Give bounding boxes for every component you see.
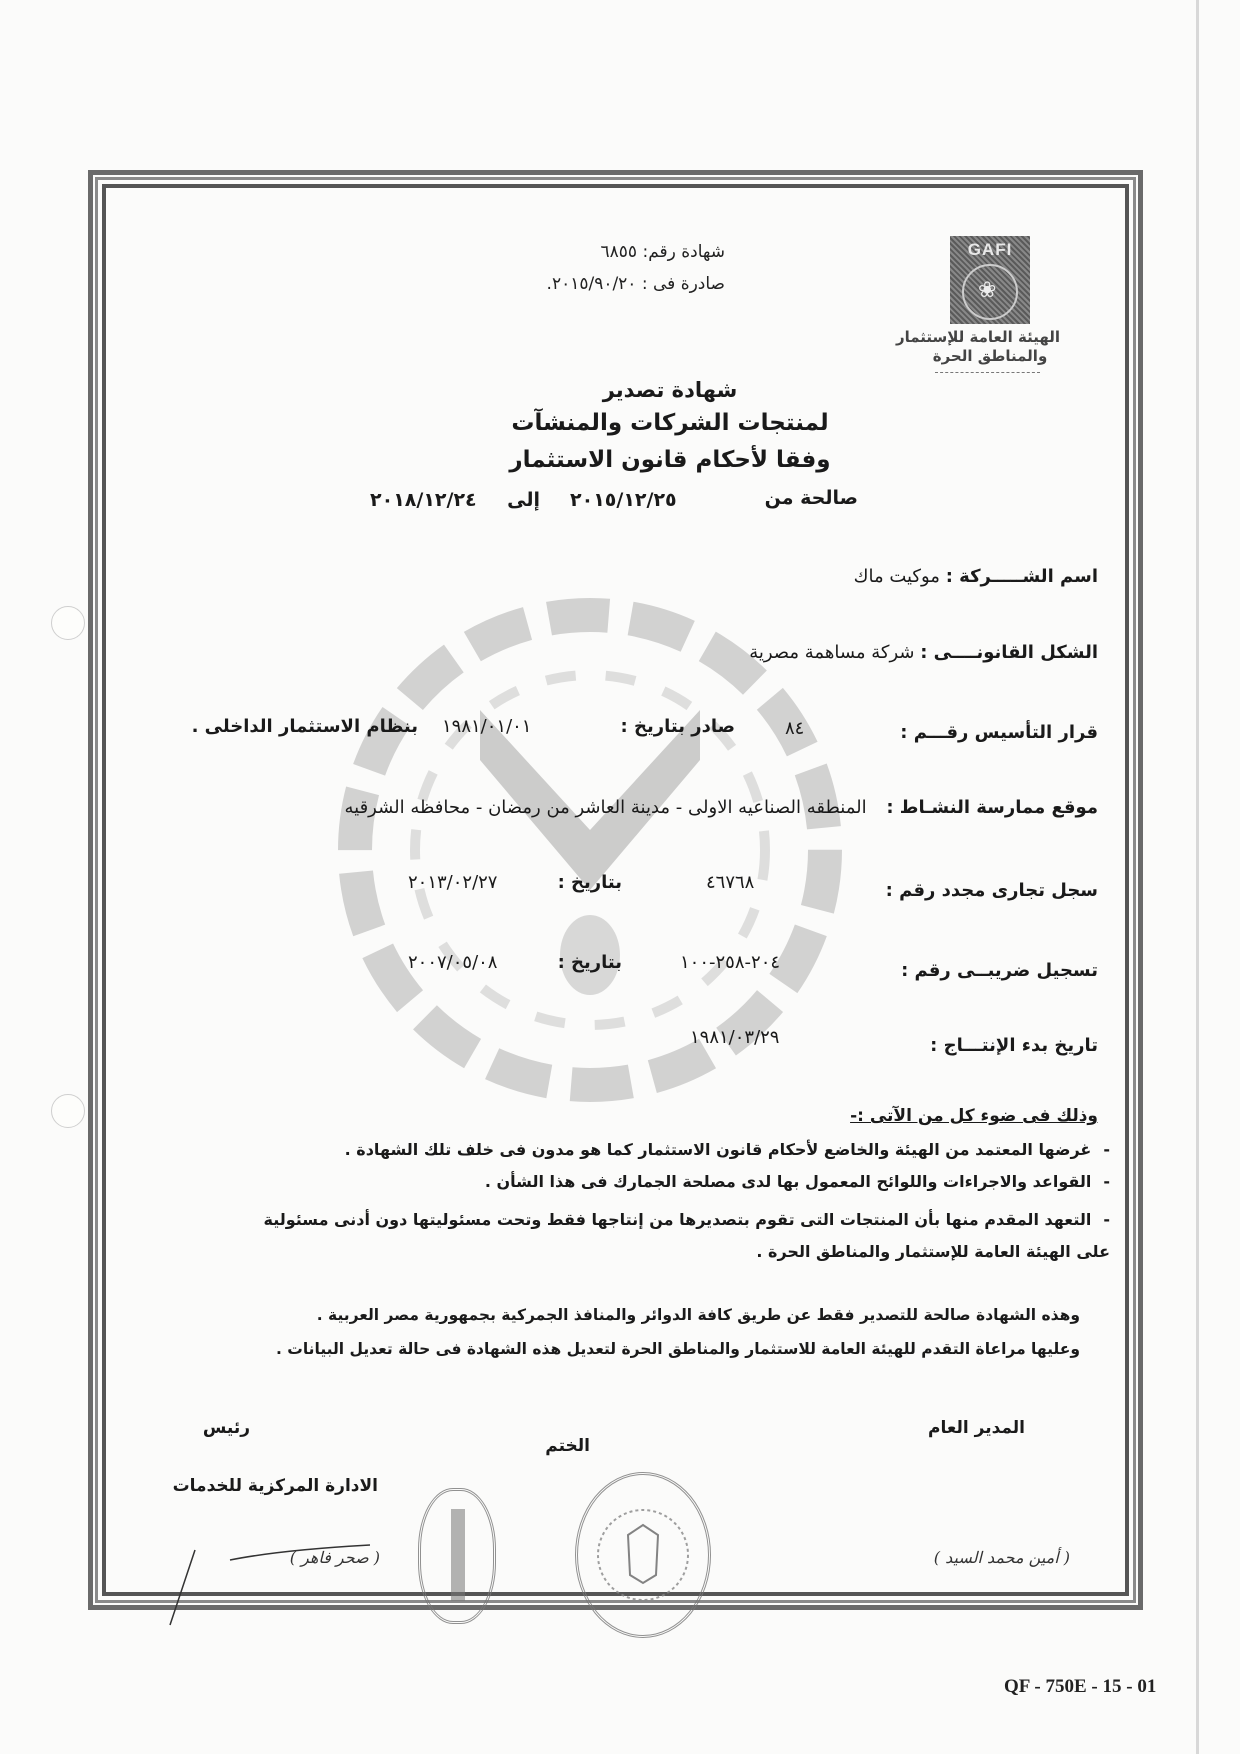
seal-title: الختم — [545, 1436, 590, 1456]
founding-decree-date-label: صادر بتاريخ : — [620, 716, 735, 737]
company-name-value: موكيت ماك — [853, 566, 940, 587]
field-company-name — [854, 566, 1098, 587]
legal-form-value: شركة مساهمة مصرية — [749, 642, 915, 663]
eagle-emblem-icon — [578, 1475, 708, 1635]
commercial-register-label: سجل تجارى مجدد رقم : — [885, 880, 1098, 901]
commercial-register-date-label: بتاريخ : — [557, 872, 622, 893]
signature-right-name: ( أمين محمد السيد ) — [933, 1548, 1070, 1567]
condition-item-2 — [485, 1172, 1110, 1191]
legal-form-label: الشكل القانونــــى : — [920, 642, 1098, 663]
tax-registration-label: تسجيل ضريبــى رقم : — [901, 960, 1098, 981]
validity-to-label: إلى — [507, 489, 540, 511]
validity-from-label: صالحة من — [764, 487, 858, 509]
certificate-number — [601, 242, 725, 262]
commercial-register-number: ٤٦٧٦٨ — [706, 872, 755, 893]
bullet-dash: - — [1103, 1140, 1110, 1159]
tax-registration-date-label: بتاريخ : — [557, 952, 622, 973]
validity-note-1: وهذه الشهادة صالحة للتصدير فقط عن طريق كافة الدوائر والمنافذ الجمركية بجمهورية مصر العربية . — [316, 1306, 1080, 1324]
certificate-number-value: ٦٨٥٥ — [600, 242, 638, 262]
issue-date — [547, 274, 725, 294]
issue-date-label: صادرة فى : — [641, 274, 725, 294]
bullet-dash: - — [1103, 1210, 1110, 1229]
certificate-number-label: شهادة رقم: — [642, 242, 725, 262]
field-production-start — [930, 1035, 1098, 1056]
condition-item-3 — [250, 1204, 1110, 1268]
founding-decree-system: بنظام الاستثمار الداخلى . — [191, 716, 418, 737]
commercial-register-date-value: ٢٠١٣/٠٢/٢٧ — [408, 872, 498, 893]
signature-left-name: ( صحر فاهر ) — [289, 1548, 380, 1567]
issuer-name-line2: والمناطق الحرة — [932, 347, 1048, 365]
activity-location-value: المنطقه الصناعيه الاولى - مدينة العاشر من رمضان - محافظه الشرقيه — [344, 797, 867, 818]
validity-to-value: ٢٠١٨/١٢/٢٤ — [370, 489, 477, 511]
certificate-subtitle-2: وفقا لأحكام قانون الاستثمار — [509, 447, 831, 473]
company-name-label: اسم الشـــــركة : — [945, 566, 1098, 587]
signature-left-title: رئيس — [202, 1418, 250, 1438]
production-start-label: تاريخ بدء الإنتـــاج : — [930, 1035, 1098, 1056]
punch-hole-top — [51, 606, 85, 640]
activity-location-label: موقع ممارسة النشـاط : — [886, 797, 1098, 818]
field-activity-location — [344, 797, 1098, 818]
tax-registration-number: ٢٠٤-٢٥٨-١٠٠ — [680, 952, 781, 973]
issue-date-value: ٢٠١٥/٩٠/٢٠. — [546, 274, 637, 294]
certificate-title: شهادة تصدير — [602, 378, 738, 402]
tax-registration-date-value: ٢٠٠٧/٠٥/٠٨ — [408, 952, 498, 973]
founding-decree-number: ٨٤ — [785, 718, 805, 739]
scan-edge-line — [1196, 0, 1199, 1754]
bullet-dash: - — [1103, 1172, 1110, 1191]
condition-text-2: القواعد والاجراءات واللوائح المعمول بها لدى مصلحة الجمارك فى هذا الشأن . — [484, 1172, 1092, 1191]
condition-text-1: غرضها المعتمد من الهيئة والخاضع لأحكام قانون الاستثمار كما هو مدون فى خلف تلك الشهادة . — [344, 1140, 1092, 1159]
book-emblem-icon: ❀ — [978, 278, 997, 303]
founding-decree-date-value: ١٩٨١/٠١/٠١ — [442, 716, 532, 737]
validity-note-2: وعليها مراعاة التقدم للهيئة العامة للاستثمار والمناطق الحرة لتعديل هذه الشهادة فى حالة تعديل البيانات . — [276, 1340, 1080, 1358]
official-seal-stamp — [575, 1472, 711, 1638]
condition-text-3: التعهد المقدم منها بأن المنتجات التى تقوم بتصديرها من إنتاجها فقط وتحت مسئوليتها دون أدنى مسئولية على الهيئة العامة للإستثمار والمناطق الحرة . — [263, 1210, 1110, 1261]
secondary-stamp — [418, 1488, 496, 1624]
validity-from-value: ٢٠١٥/١٢/٢٥ — [570, 489, 677, 511]
issuer-name — [895, 328, 1060, 366]
certificate-subtitle-1: لمنتجات الشركات والمنشآت — [511, 410, 829, 436]
signature-right-title: المدير العام — [928, 1418, 1025, 1438]
gafi-logo — [950, 236, 1030, 324]
gafi-logo-letters: GAFI — [967, 240, 1013, 259]
field-legal-form — [749, 642, 1098, 663]
issuer-name-line1: الهيئة العامة للإستثمار — [895, 328, 1060, 346]
stamp-bar — [451, 1509, 465, 1601]
punch-hole-bottom — [51, 1094, 85, 1128]
founding-decree-label: قرار التأسيس رقـــم : — [900, 722, 1098, 743]
conditions-heading: وذلك فى ضوء كل من الآتى :- — [850, 1106, 1098, 1126]
signature-left-department: الادارة المركزية للخدمات — [172, 1476, 378, 1496]
condition-item-1 — [345, 1140, 1110, 1159]
form-code: QF - 750E - 15 - 01 — [1004, 1676, 1157, 1697]
production-start-value: ١٩٨١/٠٣/٢٩ — [690, 1027, 780, 1048]
issuer-divider — [935, 372, 1040, 373]
handwritten-signature-stroke — [140, 1530, 420, 1630]
